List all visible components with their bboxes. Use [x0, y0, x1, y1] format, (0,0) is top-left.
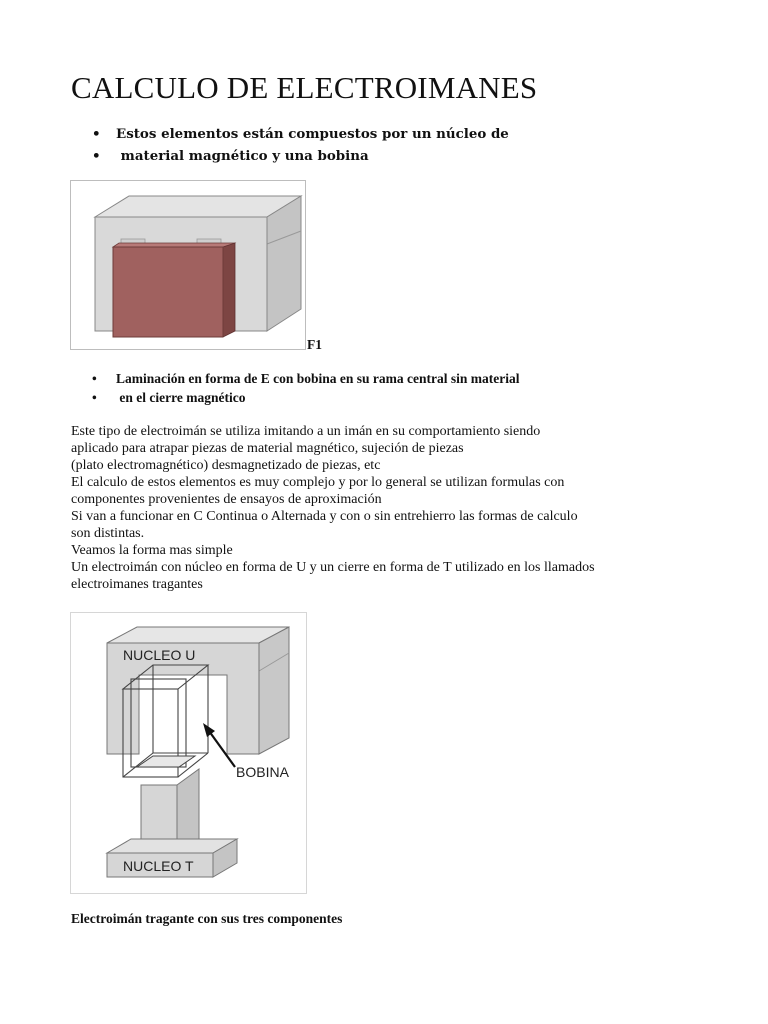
paragraph-line: electroimanes tragantes	[71, 577, 203, 592]
list-item	[92, 146, 509, 168]
paragraph-line: Este tipo de electroimán se utiliza imitando a un imán en su comportamiento siendo	[71, 424, 541, 439]
bullet-text: material magnético y una bobina	[116, 148, 369, 164]
label-nucleo-t: NUCLEO T	[123, 858, 194, 874]
label-bobina: BOBINA	[236, 764, 289, 780]
bullet-text: Laminación en forma de E con bobina en su rama central sin material	[116, 371, 520, 386]
paragraph-line: Si van a funcionar en C Continua o Alternada y con o sin entrehierro las formas de calculo	[71, 509, 578, 524]
e-core-with-coil-illustration	[71, 181, 305, 349]
figure-caption: Electroimán tragante con sus tres componentes	[71, 911, 343, 926]
document-title: CALCULO DE ELECTROIMANES	[71, 70, 538, 105]
list-item	[92, 389, 520, 408]
bullet-icon: •	[92, 148, 101, 164]
u-core-t-core-coil-illustration	[71, 613, 306, 893]
paragraph-line: componentes provenientes de ensayos de aproximación	[71, 492, 382, 507]
label-nucleo-u: NUCLEO U	[123, 647, 196, 663]
intro-bullet-list	[92, 124, 509, 168]
paragraph-line: Veamos la forma mas simple	[71, 543, 233, 558]
list-item	[92, 370, 520, 389]
list-item	[92, 124, 509, 146]
bullet-text: en el cierre magnético	[116, 390, 246, 405]
paragraph-line: (plato electromagnético) desmagnetizado de piezas, etc	[71, 458, 381, 473]
bullet-icon: •	[92, 126, 101, 142]
tragante-electromagnet-figure	[70, 612, 307, 894]
bullet-icon: •	[92, 390, 97, 405]
bullet-icon: •	[92, 371, 97, 386]
paragraph-line: aplicado para atrapar piezas de material magnético, sujeción de piezas	[71, 441, 464, 456]
lamination-bullet-list	[92, 370, 520, 408]
e-lamination-figure	[70, 180, 306, 350]
body-paragraph	[71, 423, 671, 593]
paragraph-line: Un electroimán con núcleo en forma de U y un cierre en forma de T utilizado en los llamados	[71, 560, 595, 575]
coil-block	[113, 247, 223, 337]
figure-label: F1	[307, 337, 322, 352]
bullet-text: Estos elementos están compuestos por un núcleo de	[116, 126, 509, 142]
paragraph-line: son distintas.	[71, 526, 145, 541]
paragraph-line: El calculo de estos elementos es muy complejo y por lo general se utilizan formulas con	[71, 475, 565, 490]
